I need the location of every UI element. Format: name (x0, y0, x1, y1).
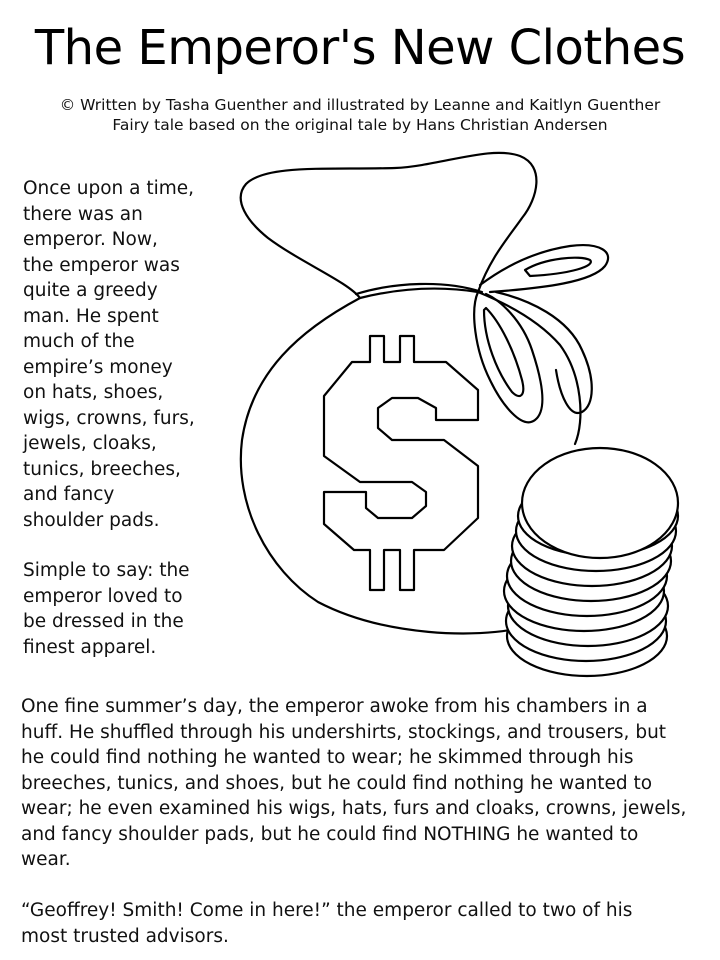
coin-stack (504, 448, 678, 676)
paragraph-dialogue: “Geoffrey! Smith! Come in here!” the emperor called to two of his most trusted advisors. (21, 900, 633, 947)
paragraph-simple: Simple to say: the emperor loved to be dressed in the finest apparel. (23, 560, 190, 658)
credit-author-line: © Written by Tasha Guenther and illustrated by Leanne and Kaitlyn Guenther (59, 96, 661, 114)
money-bag-illustration (230, 145, 710, 685)
page-title: The Emperor's New Clothes (34, 20, 686, 76)
paragraph-summer-day: One fine summer’s day, the emperor awoke from his chambers in a huff. He shuffled through his undershirts, stockings, and trousers, but he could find nothing he wanted to wear; he skimmed through his breeches, tunics, and shoes, but he could find nothing he wanted to wear; he even examined his wigs, hats, furs and cloaks, crowns, jewels, and fancy shoulder pads, but he could find NOTHING he wanted to wear. (21, 696, 687, 870)
dollar-sign (324, 336, 478, 590)
credit-source-line: Fairy tale based on the original tale by Hans Christian Andersen (112, 116, 608, 134)
side-text-column (23, 176, 233, 660)
paragraph-intro: Once upon a time, there was an emperor. Now, the emperor was quite a greedy man. He spent much of the empire’s money on hats, shoes, wigs, crowns, furs, jewels, cloaks, tunics, breeches, and fancy shoulder pads. (23, 178, 195, 531)
body-text (21, 694, 711, 949)
ribbon-strand (496, 292, 592, 413)
ribbon-loop-upper-inner (525, 258, 591, 276)
ribbon-loop-upper (480, 245, 608, 292)
top-coin (522, 448, 678, 558)
credits (0, 95, 720, 135)
